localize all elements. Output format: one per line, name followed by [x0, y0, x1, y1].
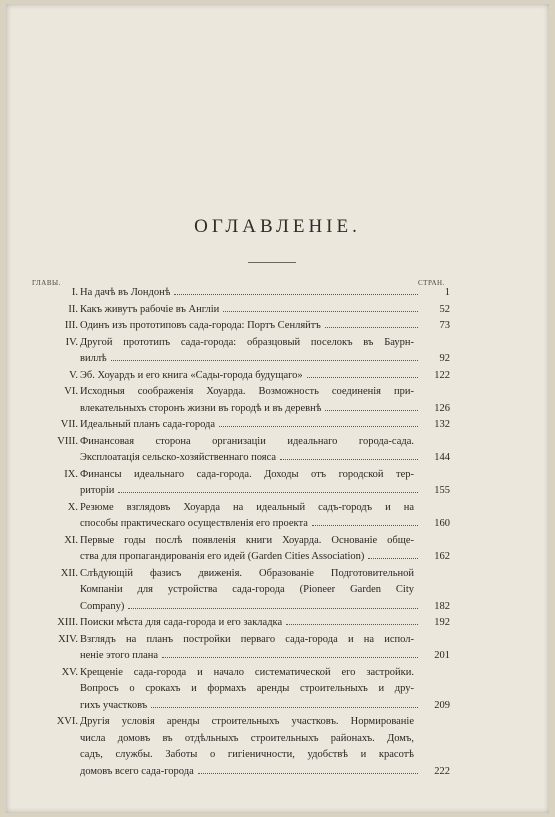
chapter-number: V. — [69, 369, 78, 381]
toc-line — [20, 533, 450, 550]
chapter-title-line: Первые годы послѣ появленія книги Хоуарда. Основаніе обще- — [80, 534, 414, 546]
chapter-number: VI. — [64, 386, 78, 397]
chapter-number: I. — [71, 287, 78, 298]
toc-entry — [20, 384, 450, 417]
toc-entry — [20, 417, 450, 434]
toc-line — [20, 483, 450, 500]
dot-leader — [325, 327, 418, 328]
toc-line — [20, 467, 450, 484]
chapter-title-line: Какъ живутъ рабочіе въ Англіи — [80, 303, 220, 315]
toc-line — [20, 582, 450, 599]
page-number: 201 — [434, 650, 450, 661]
table-of-contents — [20, 285, 450, 780]
toc-line — [20, 450, 450, 467]
chapter-number: XIV. — [58, 633, 78, 645]
toc-entry — [20, 615, 450, 632]
chapter-title-line: Эксплоатація сельско-хозяйственнаго пояса — [80, 452, 277, 463]
chapter-title-line: числа домовъ въ отдѣльныхъ строительныхъ районахъ. Домъ, — [80, 732, 414, 744]
dot-leader — [198, 773, 418, 774]
chapter-number: VIII. — [57, 435, 78, 447]
dot-leader — [118, 492, 418, 493]
page-number: 144 — [434, 452, 450, 463]
page-number: 126 — [434, 402, 450, 414]
toc-line — [20, 698, 450, 715]
chapter-title-line: Компаніи для устройства сада-города (Pioneer Garden City — [80, 584, 414, 595]
chapter-number: XI. — [64, 534, 78, 546]
toc-entry — [20, 500, 450, 533]
toc-entry — [20, 318, 450, 335]
toc-line — [20, 318, 450, 335]
chapter-title-line: На дачѣ въ Лондонѣ — [80, 287, 171, 298]
chapter-number: XII. — [60, 567, 78, 579]
dot-leader — [368, 558, 418, 559]
chapter-title-line: гихъ участковъ — [80, 699, 148, 711]
toc-line — [20, 747, 450, 764]
chapter-title-line: садъ, службы. Заботы о гигіеничности, удобствѣ и красотѣ — [80, 749, 414, 760]
toc-line — [20, 566, 450, 583]
toc-entry — [20, 566, 450, 616]
chapter-title-line: виллѣ — [80, 353, 107, 364]
toc-line — [20, 549, 450, 566]
chapter-number: XV. — [61, 666, 78, 678]
page-number: 73 — [439, 320, 450, 331]
toc-line — [20, 500, 450, 517]
page-number: 222 — [434, 765, 450, 777]
page-number: 1 — [444, 287, 450, 298]
page-title: ОГЛАВЛЕНІЕ. — [194, 216, 361, 237]
toc-line — [20, 368, 450, 385]
page-number: 132 — [434, 419, 450, 430]
toc-line — [20, 434, 450, 451]
dot-leader — [307, 377, 418, 378]
chapter-title-line: Финансовая сторона организаціи идеальнаго города-сада. — [80, 435, 414, 447]
chapter-title-line: Резюме взглядовъ Хоуарда на идеальный садъ-городъ и на — [80, 501, 414, 513]
dot-leader — [128, 608, 418, 609]
page-number: 209 — [434, 699, 450, 711]
chapter-number: III. — [64, 320, 78, 331]
toc-line — [20, 714, 450, 731]
chapter-title-line: Исходныя соображенія Хоуарда. Возможность соединенія при- — [80, 386, 414, 397]
chapter-title-line: Финансы идеальнаго сада-города. Доходы отъ городской тер- — [80, 468, 414, 480]
chapters-column-label: ГЛАВЫ. — [32, 279, 61, 287]
chapter-title-line: Слѣдующій фазисъ движенія. Образованіе Подготовительной — [80, 567, 414, 579]
chapter-title-line: Вопросъ о срокахъ и формахъ аренды строительныхъ и дру- — [80, 683, 414, 694]
toc-entry — [20, 434, 450, 467]
page-number: 182 — [434, 600, 450, 612]
toc-line — [20, 632, 450, 649]
chapter-title-line: Крещеніе сада-города и начало систематической его застройки. — [80, 666, 414, 678]
page-number: 52 — [439, 303, 450, 315]
chapter-title-line: Одинъ изъ прототиповъ сада-города: Портъ Сенляйтъ — [80, 320, 321, 331]
chapter-number: XIII. — [57, 617, 78, 628]
toc-line — [20, 615, 450, 632]
page-number: 92 — [439, 353, 450, 364]
toc-line — [20, 648, 450, 665]
toc-line — [20, 731, 450, 748]
page-number: 160 — [434, 518, 450, 529]
chapter-title-line: способы практическаго осуществленія его проекта — [80, 518, 308, 529]
page-number: 192 — [434, 617, 450, 628]
toc-line — [20, 681, 450, 698]
page-number: 122 — [434, 369, 450, 381]
toc-line — [20, 665, 450, 682]
toc-line — [20, 764, 450, 781]
toc-entry — [20, 368, 450, 385]
chapter-number: X. — [67, 501, 78, 513]
chapter-title-line: Company) — [80, 600, 125, 612]
chapter-number: VII. — [60, 419, 78, 430]
chapter-title-line: домовъ всего сада-города — [80, 765, 194, 777]
toc-entry — [20, 665, 450, 715]
toc-entry — [20, 467, 450, 500]
toc-entry — [20, 285, 450, 302]
page-number: 155 — [434, 485, 450, 496]
toc-entry — [20, 632, 450, 665]
toc-line — [20, 302, 450, 319]
toc-entry — [20, 302, 450, 319]
dot-leader — [312, 525, 418, 526]
chapter-number: IX. — [64, 468, 78, 480]
toc-line — [20, 335, 450, 352]
chapter-title-line: Другія условія аренды строительныхъ участковъ. Нормированіе — [80, 716, 414, 727]
title-divider — [248, 262, 296, 263]
chapter-title-line: ства для пропагандированія его идей (Garden Cities Association) — [80, 551, 365, 562]
dot-leader — [280, 459, 418, 460]
chapter-title-line: Поиски мѣста для сада-города и его закладка — [80, 617, 283, 628]
dot-leader — [223, 311, 418, 312]
chapter-title-line: Эб. Хоуардъ и его книга «Сады-города будущаго» — [80, 369, 303, 381]
toc-line — [20, 516, 450, 533]
toc-line — [20, 599, 450, 616]
chapter-title-line: влекательныхъ сторонъ жизни въ городѣ и въ деревнѣ — [80, 402, 322, 414]
chapter-number: XVI. — [56, 716, 78, 727]
chapter-number: IV. — [65, 336, 78, 348]
dot-leader — [151, 707, 418, 708]
dot-leader — [174, 294, 418, 295]
toc-line — [20, 384, 450, 401]
toc-entry — [20, 714, 450, 780]
dot-leader — [325, 410, 418, 411]
chapter-title-line: риторіи — [80, 485, 115, 496]
toc-line — [20, 351, 450, 368]
toc-line — [20, 285, 450, 302]
pages-column-label: СТРАН. — [418, 279, 445, 287]
chapter-title-line: Другой прототипъ сада-города: образцовый поселокъ въ Баурн- — [80, 336, 414, 348]
toc-line — [20, 401, 450, 418]
dot-leader — [219, 426, 418, 427]
page-number: 162 — [434, 551, 450, 562]
chapter-title-line: Идеальный планъ сада-города — [80, 419, 216, 430]
toc-line — [20, 417, 450, 434]
toc-entry — [20, 533, 450, 566]
chapter-title-line: неніе этого плана — [80, 650, 159, 661]
dot-leader — [162, 657, 418, 658]
dot-leader — [286, 624, 418, 625]
chapter-number: II. — [68, 303, 78, 315]
chapter-title-line: Взглядъ на планъ постройки перваго сада-города и на испол- — [80, 633, 414, 645]
dot-leader — [111, 360, 418, 361]
toc-entry — [20, 335, 450, 368]
